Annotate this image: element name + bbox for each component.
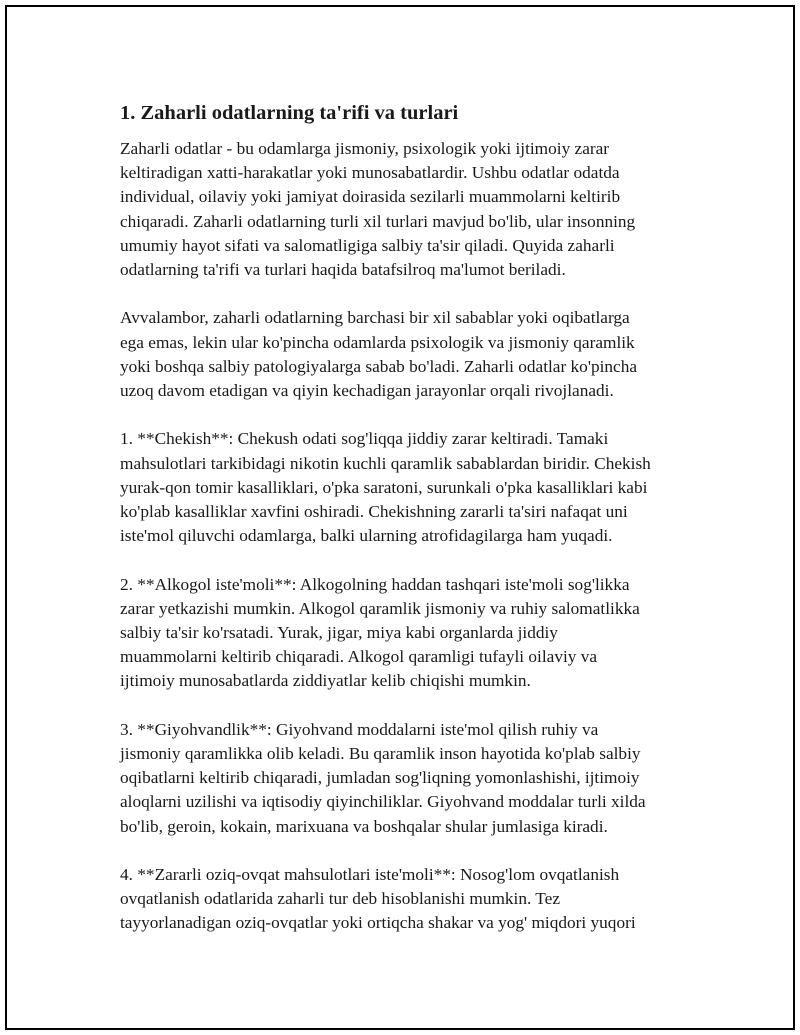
paragraph — [120, 427, 700, 548]
paragraph — [120, 573, 700, 694]
paragraph-line: iste'mol qiluvchi odamlarga, balki ularning atrofidagilarga ham yuqadi. — [120, 526, 613, 546]
paragraph-list — [120, 137, 700, 936]
paragraph-line: salbiy ta'sir ko'rsatadi. Yurak, jigar, miya kabi organlarda jiddiy — [120, 623, 558, 643]
page-title: 1. Zaharli odatlarning ta'rifi va turlari — [120, 102, 459, 124]
paragraph-line: umumiy hayot sifati va salomatligiga salbiy ta'sir qiladi. Quyida zaharli — [120, 235, 615, 255]
paragraph — [120, 718, 700, 839]
paragraph-line: 1. **Chekish**: Chekush odati sog'liqqa jiddiy zarar keltiradi. Tamaki — [120, 429, 609, 449]
page-frame — [5, 5, 795, 1030]
paragraph-line: zarar yetkazishi mumkin. Alkogol qaramlik jismoniy va ruhiy salomatlikka — [120, 598, 640, 618]
paragraph-line: mahsulotlari tarkibidagi nikotin kuchli qaramlik sabablardan biridir. Chekish — [120, 453, 651, 473]
paragraph-line: ijtimoiy munosabatlarda ziddiyatlar kelib chiqishi mumkin. — [120, 671, 531, 691]
paragraph-line: 3. **Giyohvandlik**: Giyohvand moddalarni iste'mol qilish ruhiy va — [120, 719, 599, 739]
paragraph-line: tayyorlanadigan oziq-ovqatlar yoki ortiqcha shakar va yog' miqdori yuqori — [120, 913, 636, 933]
paragraph-line: muammolarni keltirib chiqaradi. Alkogol qaramligi tufayli oilaviy va — [120, 647, 598, 667]
paragraph-line: bo'lib, geroin, kokain, marixuana va boshqalar shular jumlasiga kiradi. — [120, 816, 608, 836]
paragraph-line: Zaharli odatlar - bu odamlarga jismoniy, psixologik yoki ijtimoiy zarar — [120, 139, 610, 158]
paragraph-line: ega emas, lekin ular ko'pincha odamlarda psixologik va jismoniy qaramlik — [120, 332, 635, 352]
paragraph-line: ko'plab kasalliklar xavfini oshiradi. Chekishning zararli ta'siri nafaqat uni — [120, 502, 628, 522]
paragraph-line: ovqatlanish odatlarida zaharli tur deb hisoblanishi mumkin. Tez — [120, 889, 560, 909]
paragraph-line: oqibatlarni keltirib chiqaradi, jumladan sog'liqning yomonlashishi, ijtimoiy — [120, 768, 640, 788]
paragraph-line: uzoq davom etadigan va qiyin kechadigan jarayonlar orqali rivojlanadi. — [120, 381, 614, 401]
document-body — [120, 99, 700, 960]
paragraph-line: odatlarning ta'rifi va turlari haqida batafsilroq ma'lumot beriladi. — [120, 260, 566, 280]
paragraph-line: keltiradigan xatti-harakatlar yoki munosabatlardir. Ushbu odatlar odatda — [120, 163, 620, 183]
paragraph — [120, 863, 700, 936]
paragraph-line: 4. **Zararli oziq-ovqat mahsulotlari iste'moli**: Nosog'lom ovqatlanish — [120, 865, 620, 885]
paragraph-line: jismoniy qaramlikka olib keladi. Bu qaramlik inson hayotida ko'plab salbiy — [120, 744, 641, 764]
paragraph-line: individual, oilaviy yoki jamiyat doirasida sezilarli muammolarni keltirib — [120, 187, 621, 207]
paragraph-line: aloqlarni uzilishi va iqtisodiy qiyinchiliklar. Giyohvand moddalar turli xilda — [120, 792, 646, 812]
paragraph-line: yurak-qon tomir kasalliklari, o'pka saratoni, surunkali o'pka kasalliklari kabi — [120, 477, 648, 497]
paragraph-line: chiqaradi. Zaharli odatlarning turli xil turlari mavjud bo'lib, ular insonning — [120, 211, 636, 231]
paragraph-line: Avvalambor, zaharli odatlarning barchasi bir xil sabablar yoki oqibatlarga — [120, 308, 630, 328]
paragraph — [120, 306, 700, 403]
paragraph-line: 2. **Alkogol iste'moli**: Alkogolning haddan tashqari iste'moli sog'likka — [120, 574, 630, 594]
paragraph-line: yoki boshqa salbiy patologiyalarga sabab bo'ladi. Zaharli odatlar ko'pincha — [120, 356, 638, 376]
paragraph — [120, 137, 700, 282]
